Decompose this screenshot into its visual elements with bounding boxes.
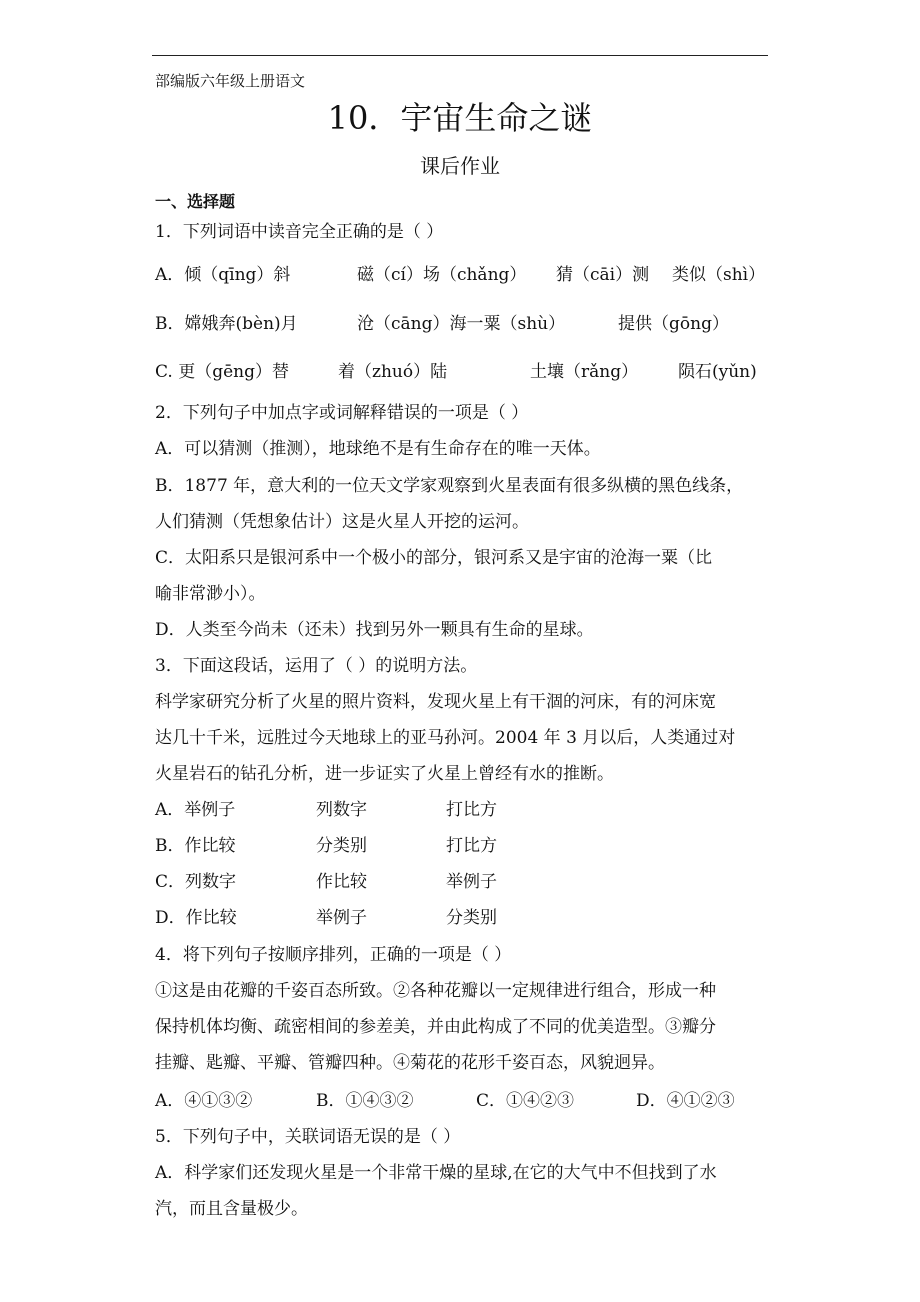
q3-stem: 3．下面这段话，运用了（ ）的说明方法。 [155,656,478,676]
q2-option-a: A．可以猜测（推测），地球绝不是有生命存在的唯一天体。 [155,439,601,459]
q3-option-b-choice: 分类别 [316,836,367,856]
q3-passage-line: 科学家研究分析了火星的照片资料，发现火星上有干涸的河床，有的河床宽 [155,692,716,712]
q1-option-a-word: 磁（cí）场（chǎng） [357,265,527,285]
q4-option: D．④①②③ [636,1091,735,1111]
page-title: 10．宇宙生命之谜 [327,99,593,137]
q2-option-d: D．人类至今尚未（还未）找到另外一颗具有生命的星球。 [155,620,594,640]
q4-passage-line: 挂瓣、匙瓣、平瓣、管瓣四种。④菊花的花形千姿百态，风貌迥异。 [155,1053,665,1073]
q3-option-c-choice: C．列数字 [155,872,237,892]
q3-option-d-choice: 举例子 [316,908,367,928]
q1-option-c-word: 土壤（rǎng） [530,362,639,382]
q1-option-b-word: B．嫦娥奔(bèn)月 [155,314,298,334]
q5-stem: 5．下列句子中，关联词语无误的是（ ） [155,1127,461,1147]
q1-option-a-word: 猜（cāi）测 [556,265,650,285]
q3-option-b-choice: 打比方 [446,836,497,856]
q3-option-b-choice: B．作比较 [155,836,236,856]
q2-option-c-cont: 喻非常渺小）。 [155,584,266,604]
q4-option: C．①④②③ [476,1091,575,1111]
section-heading: 一、选择题 [155,192,236,211]
q2-option-b-cont: 人们猜测（凭想象估计）这是火星人开挖的运河。 [155,512,529,532]
q4-option: B．①④③② [316,1091,414,1111]
q1-option-a-word: A．倾（qīng）斜 [155,265,291,285]
q3-option-a-choice: A．举例子 [155,800,236,820]
q4-option: A．④①③② [155,1091,253,1111]
q3-option-a-choice: 列数字 [316,800,367,820]
q1-option-c-word: 陨石(yǔn) [678,362,757,382]
q3-passage-line: 达几十千米，远胜过今天地球上的亚马孙河。2004 年 3 月以后，人类通过对 [155,728,736,748]
q3-option-d-choice: D．作比较 [155,908,237,928]
q1-stem: 1．下列词语中读音完全正确的是（ ） [155,222,444,242]
q3-option-c-choice: 作比较 [316,872,367,892]
q1-option-c-word: 着（zhuó）陆 [338,362,448,382]
q1-option-a-word: 类似（shì） [672,265,766,285]
q3-option-d-choice: 分类别 [446,908,497,928]
q1-option-b-word: 提供（gōng） [618,314,729,334]
q3-option-c-choice: 举例子 [446,872,497,892]
page-subtitle: 课后作业 [420,154,500,178]
q4-passage-line: ①这是由花瓣的千姿百态所致。②各种花瓣以一定规律进行组合，形成一种 [155,981,716,1001]
q2-option-c: C．太阳系只是银河系中一个极小的部分，银河系又是宇宙的沧海一粟（比 [155,548,713,568]
header-rule [152,55,768,56]
q3-option-a-choice: 打比方 [446,800,497,820]
header-note: 部编版六年级上册语文 [155,72,306,90]
q1-option-c-word: C. 更（gēng）替 [155,362,289,382]
q5-option-a-cont: 汽，而且含量极少。 [155,1199,308,1219]
q2-option-b: B．1877 年，意大利的一位天文学家观察到火星表面有很多纵横的黑色线条， [155,476,744,496]
q4-passage-line: 保持机体均衡、疏密相间的参差美，并由此构成了不同的优美造型。③瓣分 [155,1017,716,1037]
q2-stem: 2．下列句子中加点字或词解释错误的一项是（ ） [155,403,529,423]
q4-stem: 4．将下列句子按顺序排列，正确的一项是（ ） [155,945,512,965]
q1-option-b-word: 沧（cāng）海一粟（shù） [357,314,566,334]
q5-option-a: A．科学家们还发现火星是一个非常干燥的星球,在它的大气中不但找到了水 [155,1163,717,1183]
q3-passage-line: 火星岩石的钻孔分析，进一步证实了火星上曾经有水的推断。 [155,764,614,784]
